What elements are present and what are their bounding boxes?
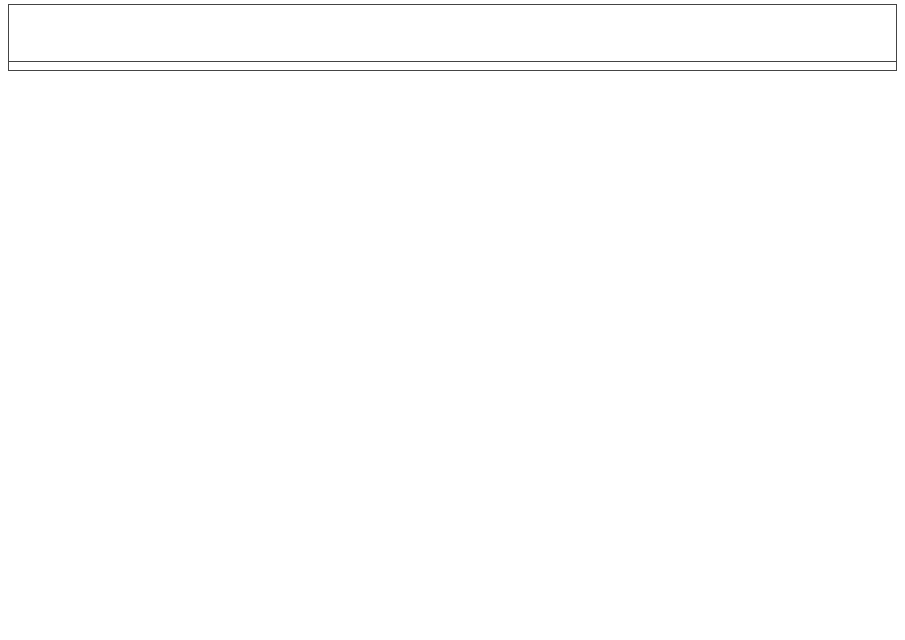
table-header xyxy=(8,4,897,62)
document-page xyxy=(8,4,897,632)
column-number-row xyxy=(8,62,897,71)
